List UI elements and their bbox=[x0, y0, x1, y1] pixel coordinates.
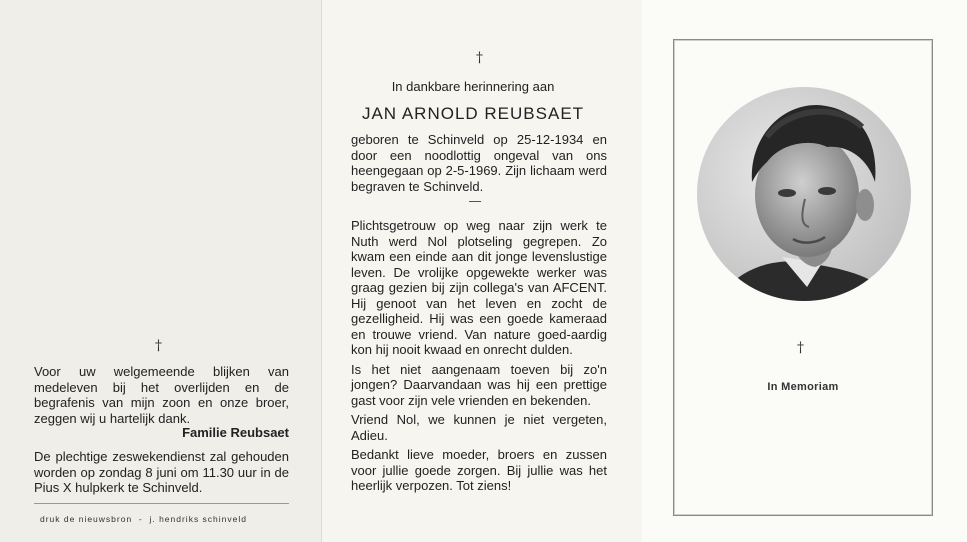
cross-icon-left: † bbox=[155, 338, 162, 354]
printer-credit: druk de nieuwsbron - j. hendriks schinveld bbox=[40, 514, 247, 524]
service-text: De plechtige zeswekendienst zal gehouden worden op zondag 8 juni om 11.30 uur in de Pius X hulpkerk te Schinveld. bbox=[34, 449, 289, 495]
portrait-photo bbox=[697, 87, 911, 301]
separator-dash bbox=[469, 201, 481, 202]
paragraph-thanks: Bedankt lieve moeder, broers en zussen voor jullie goede zorgen. Bij jullie was het heerlijk verpozen. Tot ziens! bbox=[351, 447, 607, 493]
paragraph-friend: Is het niet aangenaam toeven bij zo'n jongen? Daarvandaan was hij een prettige gast voor zijn vele vrienden en bekenden. bbox=[351, 361, 607, 408]
paragraph-farewell: Vriend Nol, we kunnen je niet vergeten, Adieu. bbox=[351, 412, 607, 443]
thanks-text: Voor uw welgemeende blijken van medeleven bij het overlijden en de begrafenis van mijn zoon en onze broer, zeggen wij u hartelijk dank. bbox=[34, 364, 289, 426]
cross-icon-right: † bbox=[797, 340, 804, 356]
in-memoriam-label: In Memoriam bbox=[767, 381, 839, 393]
memorial-body bbox=[351, 218, 607, 494]
family-signature: Familie Reubsaet bbox=[182, 425, 289, 440]
intro-heading: In dankbare herinnering aan bbox=[391, 79, 555, 94]
cross-icon-middle: † bbox=[476, 50, 483, 66]
deceased-name: JAN ARNOLD REUBSAET bbox=[361, 104, 585, 123]
paragraph-work: Plichtsgetrouw op weg naar zijn werk te Nuth werd Nol plotseling gegrepen. Zo kwam een einde aan dit jonge levenslustige leven. De vrolijke opgewekte werker was graag gezien bij zijn collega's van AFCENT. Hij genoot van het leven en zocht de gezelligheid. Hij was een goede kameraad en trouwe vriend. Van nature goed-aardig kon hij nooit kwaad en onrecht dulden. bbox=[351, 218, 607, 357]
divider-rule bbox=[34, 503, 289, 504]
birth-death-text: geboren te Schinveld op 25-12-1934 en door een noodlottig ongeval van ons heengegaan op 2-5-1969. Zijn lichaam werd begraven te Schinveld. bbox=[351, 132, 607, 194]
